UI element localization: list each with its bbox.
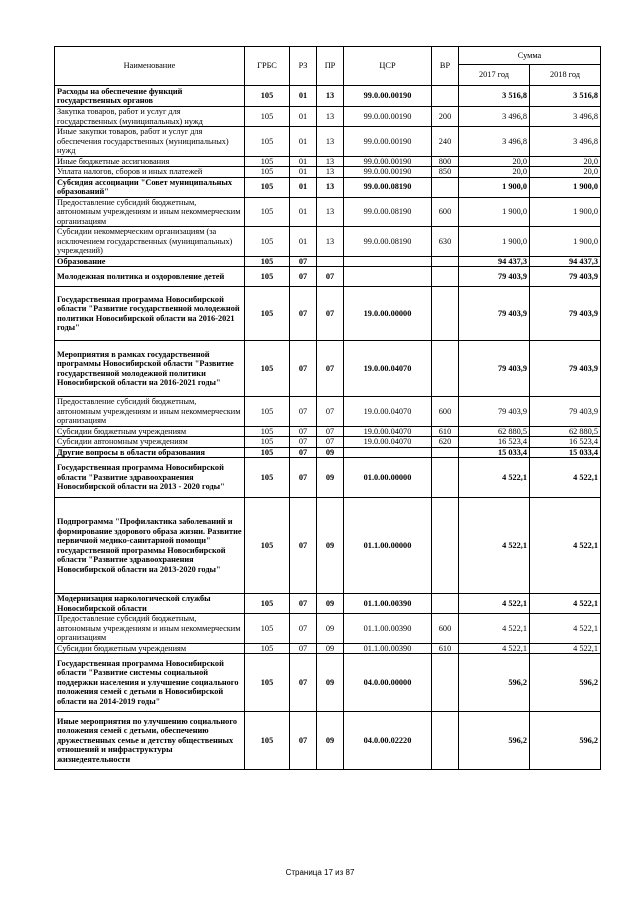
cell-vr xyxy=(432,267,459,287)
cell-vr: 200 xyxy=(432,107,459,127)
cell-name: Государственная программа Новосибирской области "Развитие системы социальной поддержки населения и улучшение социального положения семей с детьми в Новосибирской области на 2014-2019 годы" xyxy=(55,654,245,712)
cell-name: Субсидии бюджетным учреждениям xyxy=(55,643,245,654)
cell-y2: 4 522,1 xyxy=(530,643,601,654)
cell-rz: 07 xyxy=(290,287,317,341)
cell-grbs: 105 xyxy=(245,256,290,267)
cell-y2: 79 403,9 xyxy=(530,341,601,397)
cell-pr: 09 xyxy=(317,643,344,654)
header-year-2017: 2017 год xyxy=(459,65,530,86)
cell-name: Государственная программа Новосибирской области "Развитие государственной молодежной политики Новосибирской области на 2016-2021 годы" xyxy=(55,287,245,341)
cell-csr xyxy=(344,447,432,458)
cell-name: Субсидия ассоциации "Совет муниципальных образований" xyxy=(55,177,245,197)
cell-grbs: 105 xyxy=(245,287,290,341)
cell-grbs: 105 xyxy=(245,712,290,770)
cell-grbs: 105 xyxy=(245,426,290,437)
cell-csr: 01.0.00.00000 xyxy=(344,458,432,498)
cell-rz: 07 xyxy=(290,498,317,594)
cell-name: Молодежная политика и оздоровление детей xyxy=(55,267,245,287)
cell-grbs: 105 xyxy=(245,227,290,257)
cell-rz: 07 xyxy=(290,341,317,397)
table-row xyxy=(55,397,601,427)
cell-y2: 3 496,8 xyxy=(530,107,601,127)
cell-name: Модернизация наркологической службы Новосибирской области xyxy=(55,594,245,614)
cell-y1: 596,2 xyxy=(459,654,530,712)
cell-csr xyxy=(344,267,432,287)
table-row xyxy=(55,447,601,458)
table-row xyxy=(55,227,601,257)
cell-y2: 20,0 xyxy=(530,156,601,167)
cell-y1: 79 403,9 xyxy=(459,341,530,397)
cell-y1: 79 403,9 xyxy=(459,267,530,287)
cell-pr: 09 xyxy=(317,712,344,770)
cell-pr: 09 xyxy=(317,654,344,712)
cell-y1: 79 403,9 xyxy=(459,287,530,341)
cell-y2: 1 900,0 xyxy=(530,197,601,227)
cell-name: Субсидии некоммерческим организациям (за исключением государственных (муниципальных) учреждений) xyxy=(55,227,245,257)
cell-pr: 09 xyxy=(317,594,344,614)
cell-y2: 62 880,5 xyxy=(530,426,601,437)
cell-rz: 01 xyxy=(290,86,317,107)
cell-rz: 07 xyxy=(290,437,317,448)
table-row xyxy=(55,643,601,654)
cell-name: Закупка товаров, работ и услуг для государственных (муниципальных) нужд xyxy=(55,107,245,127)
table-row xyxy=(55,614,601,644)
cell-y2: 16 523,4 xyxy=(530,437,601,448)
cell-pr: 07 xyxy=(317,341,344,397)
cell-y2: 3 516,8 xyxy=(530,86,601,107)
cell-name: Подпрограмма "Профилактика заболеваний и формирование здорового образа жизни. Развитие первичной медико-санитарной помощи" государственной программы Новосибирской области "Развитие здравоохранения Новосибирской области на 2013-2020 годы" xyxy=(55,498,245,594)
cell-name: Субсидии бюджетным учреждениям xyxy=(55,426,245,437)
cell-vr: 610 xyxy=(432,426,459,437)
cell-csr: 01.1.00.00390 xyxy=(344,594,432,614)
cell-y1: 4 522,1 xyxy=(459,594,530,614)
cell-name: Предоставление субсидий бюджетным, автономным учреждениям и иным некоммерческим организациям xyxy=(55,197,245,227)
cell-vr: 620 xyxy=(432,437,459,448)
cell-vr: 610 xyxy=(432,643,459,654)
cell-vr xyxy=(432,654,459,712)
cell-grbs: 105 xyxy=(245,397,290,427)
cell-name: Образование xyxy=(55,256,245,267)
cell-grbs: 105 xyxy=(245,177,290,197)
cell-y1: 62 880,5 xyxy=(459,426,530,437)
cell-csr: 19.0.00.04070 xyxy=(344,437,432,448)
cell-rz: 07 xyxy=(290,594,317,614)
cell-pr: 09 xyxy=(317,458,344,498)
cell-name: Субсидии автономным учреждениям xyxy=(55,437,245,448)
cell-rz: 07 xyxy=(290,397,317,427)
cell-rz: 07 xyxy=(290,654,317,712)
cell-csr: 99.0.00.08190 xyxy=(344,227,432,257)
cell-y2: 3 496,8 xyxy=(530,127,601,157)
budget-table xyxy=(54,46,601,770)
cell-grbs: 105 xyxy=(245,643,290,654)
cell-y1: 1 900,0 xyxy=(459,177,530,197)
cell-vr xyxy=(432,712,459,770)
cell-grbs: 105 xyxy=(245,197,290,227)
cell-rz: 01 xyxy=(290,127,317,157)
cell-csr: 99.0.00.00190 xyxy=(344,86,432,107)
cell-grbs: 105 xyxy=(245,127,290,157)
cell-csr: 19.0.00.04070 xyxy=(344,397,432,427)
cell-y1: 3 496,8 xyxy=(459,127,530,157)
table-row xyxy=(55,287,601,341)
cell-name: Расходы на обеспечение функций государственных органов xyxy=(55,86,245,107)
table-row xyxy=(55,712,601,770)
cell-pr: 07 xyxy=(317,287,344,341)
cell-rz: 07 xyxy=(290,458,317,498)
table-row xyxy=(55,267,601,287)
cell-grbs: 105 xyxy=(245,86,290,107)
cell-rz: 01 xyxy=(290,107,317,127)
page-number: Страница 17 из 87 xyxy=(285,868,355,877)
cell-grbs: 105 xyxy=(245,498,290,594)
cell-rz: 07 xyxy=(290,614,317,644)
cell-rz: 07 xyxy=(290,426,317,437)
cell-pr: 13 xyxy=(317,167,344,178)
cell-vr: 800 xyxy=(432,156,459,167)
table-row xyxy=(55,594,601,614)
cell-csr: 01.1.00.00000 xyxy=(344,498,432,594)
cell-vr xyxy=(432,447,459,458)
table-row xyxy=(55,127,601,157)
cell-grbs: 105 xyxy=(245,437,290,448)
cell-y1: 596,2 xyxy=(459,712,530,770)
cell-pr: 09 xyxy=(317,614,344,644)
cell-csr: 99.0.00.00190 xyxy=(344,156,432,167)
cell-pr: 07 xyxy=(317,267,344,287)
table-row xyxy=(55,86,601,107)
cell-name: Иные мероприятия по улучшению социального положения семей с детьми, обеспечению дружественных семье и детству общественных отношений и инфраструктуры жизнедеятельности xyxy=(55,712,245,770)
header-name: Наименование xyxy=(55,47,245,86)
cell-rz: 07 xyxy=(290,712,317,770)
cell-y2: 4 522,1 xyxy=(530,498,601,594)
cell-pr: 13 xyxy=(317,177,344,197)
cell-vr: 630 xyxy=(432,227,459,257)
cell-pr: 13 xyxy=(317,156,344,167)
cell-vr: 240 xyxy=(432,127,459,157)
cell-y2: 4 522,1 xyxy=(530,458,601,498)
cell-pr: 09 xyxy=(317,498,344,594)
table-row xyxy=(55,341,601,397)
cell-rz: 01 xyxy=(290,227,317,257)
cell-grbs: 105 xyxy=(245,447,290,458)
cell-csr: 19.0.00.04070 xyxy=(344,426,432,437)
cell-grbs: 105 xyxy=(245,167,290,178)
header-vr: ВР xyxy=(432,47,459,86)
cell-vr xyxy=(432,594,459,614)
cell-name: Предоставление субсидий бюджетным, автономным учреждениям и иным некоммерческим организациям xyxy=(55,614,245,644)
cell-csr: 99.0.00.00190 xyxy=(344,127,432,157)
cell-pr: 13 xyxy=(317,127,344,157)
cell-vr xyxy=(432,341,459,397)
cell-y1: 4 522,1 xyxy=(459,498,530,594)
cell-y1: 20,0 xyxy=(459,156,530,167)
cell-y2: 1 900,0 xyxy=(530,177,601,197)
cell-rz: 01 xyxy=(290,177,317,197)
table-row xyxy=(55,654,601,712)
cell-csr xyxy=(344,256,432,267)
cell-name: Иные закупки товаров, работ и услуг для обеспечения государственных (муниципальных) нужд xyxy=(55,127,245,157)
table-row xyxy=(55,167,601,178)
cell-pr: 13 xyxy=(317,227,344,257)
cell-rz: 01 xyxy=(290,197,317,227)
cell-csr: 01.1.00.00390 xyxy=(344,614,432,644)
cell-pr: 07 xyxy=(317,437,344,448)
cell-vr xyxy=(432,458,459,498)
cell-y2: 4 522,1 xyxy=(530,594,601,614)
table-row xyxy=(55,458,601,498)
cell-y1: 4 522,1 xyxy=(459,614,530,644)
cell-pr: 07 xyxy=(317,426,344,437)
cell-vr: 600 xyxy=(432,397,459,427)
cell-vr: 600 xyxy=(432,614,459,644)
cell-y1: 15 033,4 xyxy=(459,447,530,458)
cell-pr xyxy=(317,256,344,267)
cell-vr xyxy=(432,287,459,341)
cell-rz: 07 xyxy=(290,643,317,654)
cell-csr: 04.0.00.02220 xyxy=(344,712,432,770)
cell-csr: 99.0.00.00190 xyxy=(344,107,432,127)
cell-csr: 04.0.00.00000 xyxy=(344,654,432,712)
cell-y2: 596,2 xyxy=(530,712,601,770)
header-year-2018: 2018 год xyxy=(530,65,601,86)
header-pr: ПР xyxy=(317,47,344,86)
cell-y1: 4 522,1 xyxy=(459,458,530,498)
cell-rz: 01 xyxy=(290,167,317,178)
cell-rz: 07 xyxy=(290,267,317,287)
header-sum: Сумма xyxy=(459,47,601,65)
cell-y2: 15 033,4 xyxy=(530,447,601,458)
table-row xyxy=(55,177,601,197)
table-row xyxy=(55,256,601,267)
cell-pr: 13 xyxy=(317,107,344,127)
cell-grbs: 105 xyxy=(245,614,290,644)
table-row xyxy=(55,426,601,437)
cell-grbs: 105 xyxy=(245,156,290,167)
header-rz: РЗ xyxy=(290,47,317,86)
cell-y1: 4 522,1 xyxy=(459,643,530,654)
cell-y1: 1 900,0 xyxy=(459,197,530,227)
cell-y1: 3 496,8 xyxy=(459,107,530,127)
cell-y2: 1 900,0 xyxy=(530,227,601,257)
cell-name: Уплата налогов, сборов и иных платежей xyxy=(55,167,245,178)
table-row xyxy=(55,156,601,167)
cell-grbs: 105 xyxy=(245,267,290,287)
cell-pr: 13 xyxy=(317,86,344,107)
cell-name: Иные бюджетные ассигнования xyxy=(55,156,245,167)
cell-vr xyxy=(432,86,459,107)
cell-pr: 09 xyxy=(317,447,344,458)
cell-y1: 94 437,3 xyxy=(459,256,530,267)
cell-y1: 79 403,9 xyxy=(459,397,530,427)
cell-rz: 07 xyxy=(290,447,317,458)
cell-grbs: 105 xyxy=(245,107,290,127)
cell-y2: 596,2 xyxy=(530,654,601,712)
cell-y1: 16 523,4 xyxy=(459,437,530,448)
cell-vr xyxy=(432,256,459,267)
table-row xyxy=(55,498,601,594)
cell-y1: 20,0 xyxy=(459,167,530,178)
cell-rz: 01 xyxy=(290,156,317,167)
cell-y1: 3 516,8 xyxy=(459,86,530,107)
cell-y1: 1 900,0 xyxy=(459,227,530,257)
cell-vr xyxy=(432,498,459,594)
cell-y2: 79 403,9 xyxy=(530,267,601,287)
cell-csr: 01.1.00.00390 xyxy=(344,643,432,654)
cell-pr: 13 xyxy=(317,197,344,227)
cell-y2: 20,0 xyxy=(530,167,601,178)
cell-csr: 19.0.00.04070 xyxy=(344,341,432,397)
header-csr: ЦСР xyxy=(344,47,432,86)
cell-y2: 79 403,9 xyxy=(530,287,601,341)
cell-pr: 07 xyxy=(317,397,344,427)
header-grbs: ГРБС xyxy=(245,47,290,86)
table-row xyxy=(55,197,601,227)
cell-y2: 4 522,1 xyxy=(530,614,601,644)
cell-name: Государственная программа Новосибирской области "Развитие здравоохранения Новосибирской области на 2013 - 2020 годы" xyxy=(55,458,245,498)
cell-grbs: 105 xyxy=(245,594,290,614)
cell-vr xyxy=(432,177,459,197)
cell-name: Мероприятия в рамках государственной программы Новосибирской области "Развитие государственной молодежной политики Новосибирской области на 2016-2021 годы" xyxy=(55,341,245,397)
cell-name: Предоставление субсидий бюджетным, автономным учреждениям и иным некоммерческим организациям xyxy=(55,397,245,427)
cell-csr: 99.0.00.08190 xyxy=(344,177,432,197)
cell-name: Другие вопросы в области образования xyxy=(55,447,245,458)
cell-csr: 19.0.00.00000 xyxy=(344,287,432,341)
cell-y2: 94 437,3 xyxy=(530,256,601,267)
cell-grbs: 105 xyxy=(245,654,290,712)
cell-y2: 79 403,9 xyxy=(530,397,601,427)
cell-grbs: 105 xyxy=(245,458,290,498)
table-body xyxy=(55,86,601,770)
cell-vr: 600 xyxy=(432,197,459,227)
cell-vr: 850 xyxy=(432,167,459,178)
cell-grbs: 105 xyxy=(245,341,290,397)
table-row xyxy=(55,107,601,127)
cell-rz: 07 xyxy=(290,256,317,267)
budget-document xyxy=(54,46,600,770)
table-row xyxy=(55,437,601,448)
cell-csr: 99.0.00.00190 xyxy=(344,167,432,178)
cell-csr: 99.0.00.08190 xyxy=(344,197,432,227)
